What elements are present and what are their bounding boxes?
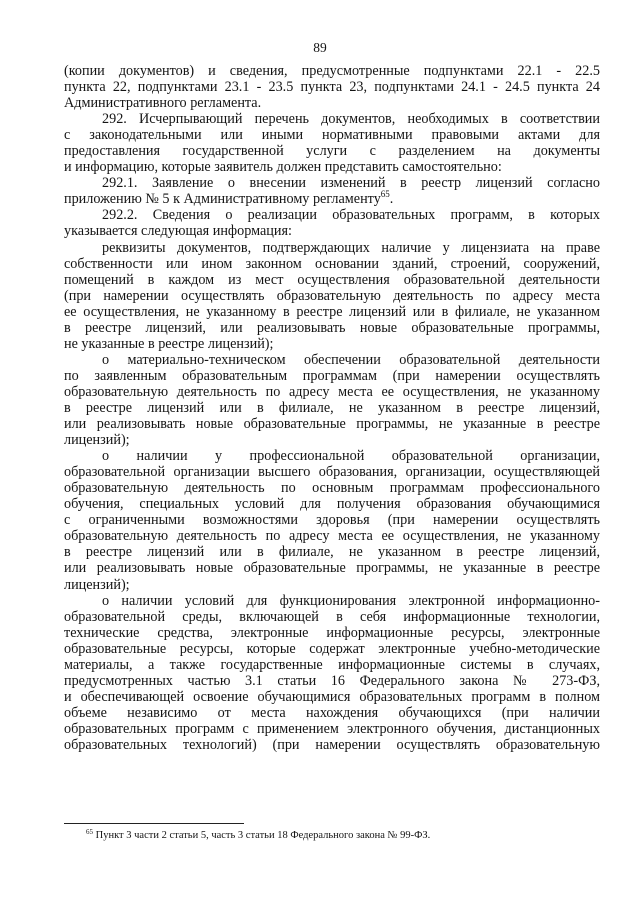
line-text: указывается следующая информация: (64, 223, 292, 240)
footnote-reference: 65 (380, 189, 390, 200)
line-text: ее осуществления, не указанному в реестре лицензий или в филиале, не указанном (64, 303, 600, 320)
text-line (64, 143, 600, 159)
text-line (64, 79, 600, 95)
footnote-text: Пункт 3 части 2 статьи 5, часть 3 статьи 18 Федерального закона № 99-ФЗ. (95, 830, 431, 841)
text-line (64, 111, 600, 127)
line-text: Административного регламента. (64, 95, 262, 112)
document-body (64, 63, 600, 753)
page-number: 89 (313, 40, 327, 55)
line-text: образовательных технологий) (при намерении осуществлять образовательную (64, 736, 600, 753)
line-text: по заявленным образовательным программам (при намерении осуществлять (64, 367, 600, 384)
line-text: о наличии у профессиональной образовательной организации, (102, 448, 600, 465)
text-line (64, 641, 600, 657)
line-text: в реестре лицензий или в филиале, не указанном в реестре лицензий, (64, 544, 600, 561)
line-text: образовательных программ с применением электронного обучения, дистанционных (64, 720, 600, 737)
text-line (64, 577, 600, 593)
line-text: с законодательными или иными нормативными правовыми актами для (64, 127, 600, 144)
line-text: в реестре лицензий, или реализовывать новые образовательные программы, (64, 319, 600, 336)
text-line (64, 721, 600, 737)
text-line (64, 625, 600, 641)
text-line (64, 288, 600, 304)
text-line (64, 609, 600, 625)
text-line (64, 657, 600, 673)
line-text: предусмотренных частью 3.1 статьи 16 Федерального закона № 273-ФЗ, (64, 672, 600, 689)
text-line (64, 320, 600, 336)
text-line (64, 496, 600, 512)
line-text: лицензий); (64, 576, 130, 593)
line-text: 292. Исчерпывающий перечень документов, необходимых в соответствии (102, 111, 600, 128)
text-line (64, 223, 600, 239)
text-line (64, 384, 600, 400)
line-text: лицензий); (64, 432, 130, 449)
text-line (64, 95, 600, 111)
line-text: (копии документов) и сведения, предусмотренные подпунктами 22.1 - 22.5 (64, 63, 600, 79)
text-line (64, 416, 600, 432)
line-text: приложению № 5 к Административному регламенту (64, 191, 381, 208)
line-text: образовательную деятельность по адресу места ее осуществления, не указанному (64, 383, 600, 400)
text-line (64, 689, 600, 705)
text-line (64, 480, 600, 496)
text-line (64, 63, 600, 79)
text-line (64, 368, 600, 384)
line-text: или реализовывать новые образовательные программы, не указанные в реестре (64, 416, 600, 433)
line-text: о материально-техническом обеспечении образовательной деятельности (102, 351, 600, 368)
text-line (64, 272, 600, 288)
text-line (64, 512, 600, 528)
footnote-separator (64, 823, 244, 824)
text-line (64, 593, 600, 609)
text-line (64, 464, 600, 480)
line-text: образовательной среды, включающей в себя информационные технологии, (64, 608, 600, 625)
line-text: образовательной организации высшего образования, организации, осуществляющей (64, 464, 600, 481)
text-line (64, 159, 600, 175)
text-line (64, 673, 600, 689)
line-text: о наличии условий для функционирования электронной информационно- (102, 592, 600, 609)
text-line (64, 352, 600, 368)
text-line (64, 256, 600, 272)
line-suffix: . (389, 191, 394, 208)
line-text: обучения, специальных условий для получения образования обучающимися (64, 496, 600, 513)
text-line (64, 400, 600, 416)
text-line (64, 560, 600, 576)
line-text: пункта 22, подпунктами 23.1 - 23.5 пункта 23, подпунктами 24.1 - 24.5 пункта 24 (64, 79, 600, 96)
text-line (64, 737, 600, 753)
line-text: и информацию, которые заявитель должен представить самостоятельно: (64, 159, 502, 176)
text-line (64, 191, 600, 207)
text-line (64, 336, 600, 352)
text-line (64, 528, 600, 544)
line-text: (при намерении осуществлять образовательную деятельность по адресу места (64, 287, 600, 304)
line-text: объеме независимо от места нахождения обучающихся (при наличии (64, 704, 600, 721)
text-line (64, 207, 600, 223)
footnote-number: 65 (86, 828, 93, 836)
line-text: технические средства, электронные информационные ресурсы, электронные (64, 624, 600, 641)
text-line (64, 544, 600, 560)
line-text: материалы, а также государственные информационные системы в случаях, (64, 656, 600, 673)
line-text: или реализовывать новые образовательные программы, не указанные в реестре (64, 560, 600, 577)
line-text: реквизиты документов, подтверждающих наличие у лицензиата на праве (102, 239, 600, 256)
line-text: 292.2. Сведения о реализации образовательных программ, в которых (102, 207, 600, 224)
line-text: 292.1. Заявление о внесении изменений в реестр лицензий согласно (102, 175, 600, 192)
line-text: не указанные в реестре лицензий); (64, 335, 274, 352)
line-text: и обеспечивающей освоение обучающимися образовательных программ в полном (64, 688, 600, 705)
text-line (64, 304, 600, 320)
line-text: в реестре лицензий или в филиале, не указанном в реестре лицензий, (64, 399, 600, 416)
text-line (64, 448, 600, 464)
line-text: образовательную деятельность по основным программам профессионального (64, 480, 600, 497)
text-line (64, 705, 600, 721)
line-text: с ограниченными возможностями здоровья (при намерении осуществлять (64, 512, 600, 529)
line-text: предоставления государственной услуги с разделением на документы (64, 143, 600, 160)
text-line (64, 175, 600, 191)
line-text: образовательные ресурсы, которые содержат электронные учебно-методические (64, 640, 600, 657)
text-line (64, 432, 600, 448)
line-text: помещений в каждом из мест осуществления образовательной деятельности (64, 271, 600, 288)
footnote (86, 830, 430, 841)
text-line (64, 127, 600, 143)
text-line (64, 240, 600, 256)
line-text: собственности или ином законном основании зданий, строений, сооружений, (64, 255, 600, 272)
line-text: образовательную деятельность по адресу места ее осуществления, не указанному (64, 528, 600, 545)
